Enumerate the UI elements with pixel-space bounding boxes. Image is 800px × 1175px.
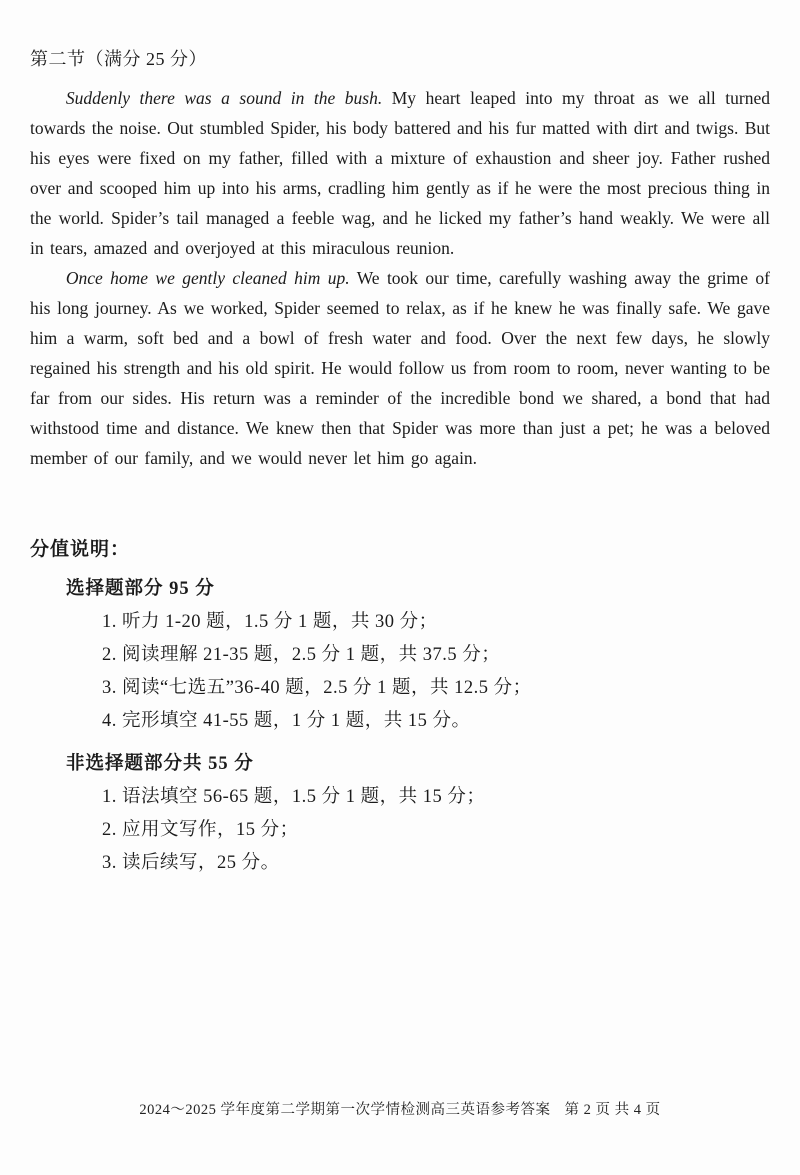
non-choice-section-title: 非选择题部分共 55 分 bbox=[66, 754, 254, 774]
non-choice-item-continuation-writing: 3. 读后续写，25 分。 bbox=[102, 853, 280, 873]
choice-item-listening: 1. 听力 1-20 题，1.5 分 1 题，共 30 分； bbox=[102, 612, 438, 632]
non-choice-item-grammar-fill: 1. 语法填空 56-65 题，1.5 分 1 题，共 15 分； bbox=[102, 787, 486, 807]
choice-item-seven-choose-five: 3. 阅读“七选五”36-40 题，2.5 分 1 题，共 12.5 分； bbox=[102, 678, 532, 698]
paragraph-2-body: We took our time, carefully washing away the grime of his long journey. As we worked, Spider seemed to relax, as if he knew he was finally safe. We gave him a warm, soft bed and a bowl of fresh water and food. Over the next few days, he slowly regained his strength and his old spirit. He would follow us from room to room, never wanting to be far from our sides. His return was a reminder of the incredible bond we shared, a bond that had withstood time and distance. We knew then that Spider was more than just a pet; he was a beloved member of our family, and we would never let him go again. bbox=[30, 268, 770, 468]
non-choice-item-applied-writing: 2. 应用文写作，15 分； bbox=[102, 820, 299, 840]
footer-page-number: 第 2 页 共 4 页 bbox=[564, 1102, 661, 1118]
essay-paragraph-1 bbox=[30, 83, 770, 263]
essay-paragraph-2 bbox=[30, 263, 770, 473]
choice-section-title: 选择题部分 95 分 bbox=[66, 579, 215, 599]
section-heading: 第二节（满分 25 分） bbox=[30, 49, 207, 69]
choice-item-cloze: 4. 完形填空 41-55 题，1 分 1 题，共 15 分。 bbox=[102, 711, 471, 731]
essay-continuation bbox=[30, 83, 770, 473]
paragraph-2-lead-sentence: Once home we gently cleaned him up. bbox=[65, 268, 350, 288]
footer-exam-title: 2024～2025 学年度第二学期第一次学情检测高三英语参考答案 bbox=[139, 1102, 551, 1118]
paragraph-1-lead-sentence: Suddenly there was a sound in the bush. bbox=[65, 88, 383, 108]
choice-item-reading: 2. 阅读理解 21-35 题，2.5 分 1 题，共 37.5 分； bbox=[102, 645, 501, 665]
page-footer bbox=[0, 1100, 800, 1120]
score-explanation-heading: 分值说明： bbox=[30, 539, 131, 560]
paragraph-1-body: My heart leaped into my throat as we all turned towards the noise. Out stumbled Spider, his body battered and his fur matted with dirt and twigs. But his eyes were fixed on my father, filled with a mixture of exhaustion and sheer joy. Father rushed over and scooped him up into his arms, cradling him gently as if he were the most precious thing in the world. Spider’s tail managed a feeble wag, and he licked my father’s hand weakly. We were all in tears, amazed and overjoyed at this miraculous reunion. bbox=[30, 88, 771, 258]
score-explanation-section bbox=[30, 537, 770, 880]
